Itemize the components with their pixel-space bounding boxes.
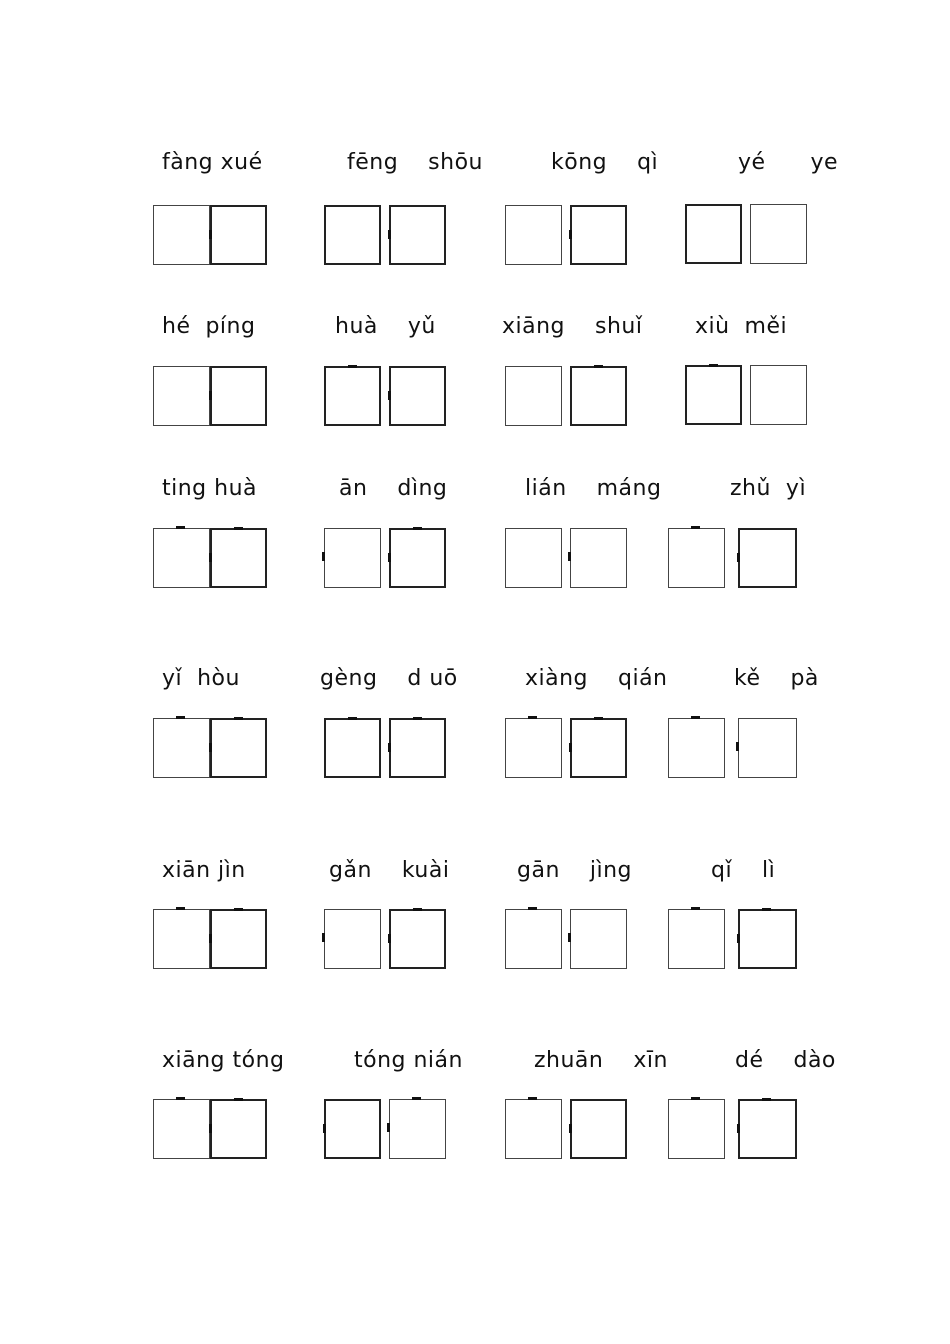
character-box[interactable]: [668, 718, 725, 778]
pinyin-label: tóng nián: [354, 1048, 463, 1073]
tick-mark: [176, 1097, 185, 1100]
pinyin-label: xiàng qián: [525, 666, 668, 691]
tick-mark: [176, 716, 185, 719]
character-box[interactable]: [505, 718, 562, 778]
character-box[interactable]: [505, 1099, 562, 1159]
character-box[interactable]: [505, 528, 562, 588]
pinyin-label: kě pà: [734, 666, 819, 691]
character-box[interactable]: [570, 718, 627, 778]
character-box[interactable]: [668, 909, 725, 969]
tick-mark: [388, 934, 391, 943]
character-box[interactable]: [153, 205, 210, 265]
character-box[interactable]: [389, 718, 446, 778]
character-box[interactable]: [324, 205, 381, 265]
character-box[interactable]: [505, 366, 562, 426]
tick-mark: [528, 1097, 537, 1100]
tick-mark: [568, 933, 571, 942]
pinyin-label: fàng xué: [162, 150, 263, 175]
tick-mark: [762, 908, 771, 911]
tick-mark: [691, 526, 700, 529]
character-box[interactable]: [685, 204, 742, 264]
tick-mark: [569, 230, 572, 239]
tick-mark: [209, 743, 212, 752]
character-box[interactable]: [324, 718, 381, 778]
tick-mark: [762, 1098, 771, 1101]
tick-mark: [691, 1097, 700, 1100]
pinyin-label: xiāng shuǐ: [502, 314, 643, 339]
character-box[interactable]: [505, 205, 562, 265]
character-box[interactable]: [570, 528, 627, 588]
character-box[interactable]: [389, 528, 446, 588]
tick-mark: [323, 1124, 326, 1133]
character-box[interactable]: [153, 1099, 210, 1159]
tick-mark: [691, 907, 700, 910]
tick-mark: [412, 1097, 421, 1100]
tick-mark: [569, 1124, 572, 1133]
character-box[interactable]: [570, 205, 627, 265]
character-box[interactable]: [570, 366, 627, 426]
pinyin-label: dé dào: [735, 1048, 836, 1073]
pinyin-label: gèng d uō: [320, 666, 458, 691]
character-box[interactable]: [324, 528, 381, 588]
character-box[interactable]: [324, 1099, 381, 1159]
tick-mark: [322, 552, 325, 561]
tick-mark: [388, 743, 391, 752]
pinyin-label: xiān jìn: [162, 858, 246, 883]
tick-mark: [737, 553, 740, 562]
pinyin-label: fēng shōu: [347, 150, 483, 175]
character-box[interactable]: [210, 909, 267, 969]
tick-mark: [348, 717, 357, 720]
tick-mark: [234, 527, 243, 530]
tick-mark: [209, 934, 212, 943]
tick-mark: [176, 526, 185, 529]
tick-mark: [234, 717, 243, 720]
tick-mark: [322, 933, 325, 942]
tick-mark: [387, 1123, 390, 1132]
tick-mark: [176, 907, 185, 910]
tick-mark: [209, 1124, 212, 1133]
tick-mark: [388, 553, 391, 562]
character-box[interactable]: [153, 528, 210, 588]
character-box[interactable]: [570, 1099, 627, 1159]
character-box[interactable]: [738, 909, 797, 969]
tick-mark: [736, 742, 739, 751]
character-box[interactable]: [389, 366, 446, 426]
character-box[interactable]: [738, 528, 797, 588]
pinyin-label: huà yǔ: [335, 314, 436, 339]
tick-mark: [348, 365, 357, 368]
tick-mark: [388, 230, 391, 239]
tick-mark: [413, 717, 422, 720]
character-box[interactable]: [738, 718, 797, 778]
pinyin-label: gān jìng: [517, 858, 632, 883]
pinyin-label: hé píng: [162, 314, 256, 339]
pinyin-label: qǐ lì: [711, 858, 776, 883]
pinyin-label: zhuān xīn: [534, 1048, 668, 1073]
tick-mark: [209, 230, 212, 239]
tick-mark: [709, 364, 718, 367]
character-box[interactable]: [389, 205, 446, 265]
tick-mark: [388, 391, 391, 400]
character-box[interactable]: [324, 366, 381, 426]
pinyin-label: yǐ hòu: [162, 666, 240, 691]
tick-mark: [413, 908, 422, 911]
tick-mark: [234, 1098, 243, 1101]
tick-mark: [594, 717, 603, 720]
pinyin-label: yé ye: [738, 150, 839, 175]
tick-mark: [528, 716, 537, 719]
character-box[interactable]: [210, 205, 267, 265]
character-box[interactable]: [210, 1099, 267, 1159]
character-box[interactable]: [153, 909, 210, 969]
tick-mark: [737, 934, 740, 943]
character-box[interactable]: [685, 365, 742, 425]
tick-mark: [413, 527, 422, 530]
pinyin-label: kōng qì: [551, 150, 659, 175]
tick-mark: [528, 907, 537, 910]
character-box[interactable]: [210, 366, 267, 426]
tick-mark: [594, 365, 603, 368]
character-box[interactable]: [668, 528, 725, 588]
pinyin-label: ting huà: [162, 476, 258, 501]
tick-mark: [691, 716, 700, 719]
pinyin-label: xiāng tóng: [162, 1048, 285, 1073]
tick-mark: [568, 552, 571, 561]
character-box[interactable]: [210, 528, 267, 588]
tick-mark: [234, 908, 243, 911]
character-box[interactable]: [750, 365, 807, 425]
character-box[interactable]: [153, 366, 210, 426]
pinyin-label: xiù měi: [695, 314, 788, 339]
pinyin-label: lián máng: [525, 476, 662, 501]
tick-mark: [737, 1124, 740, 1133]
character-box[interactable]: [505, 909, 562, 969]
tick-mark: [209, 391, 212, 400]
character-box[interactable]: [750, 204, 807, 264]
character-box[interactable]: [324, 909, 381, 969]
pinyin-label: gǎn kuài: [329, 858, 450, 883]
character-box[interactable]: [389, 909, 446, 969]
character-box[interactable]: [153, 718, 210, 778]
character-box[interactable]: [668, 1099, 725, 1159]
tick-mark: [569, 743, 572, 752]
character-box[interactable]: [570, 909, 627, 969]
character-box[interactable]: [389, 1099, 446, 1159]
pinyin-label: ān dìng: [339, 476, 448, 501]
pinyin-label: zhǔ yì: [730, 476, 807, 501]
character-box[interactable]: [738, 1099, 797, 1159]
tick-mark: [209, 553, 212, 562]
character-box[interactable]: [210, 718, 267, 778]
